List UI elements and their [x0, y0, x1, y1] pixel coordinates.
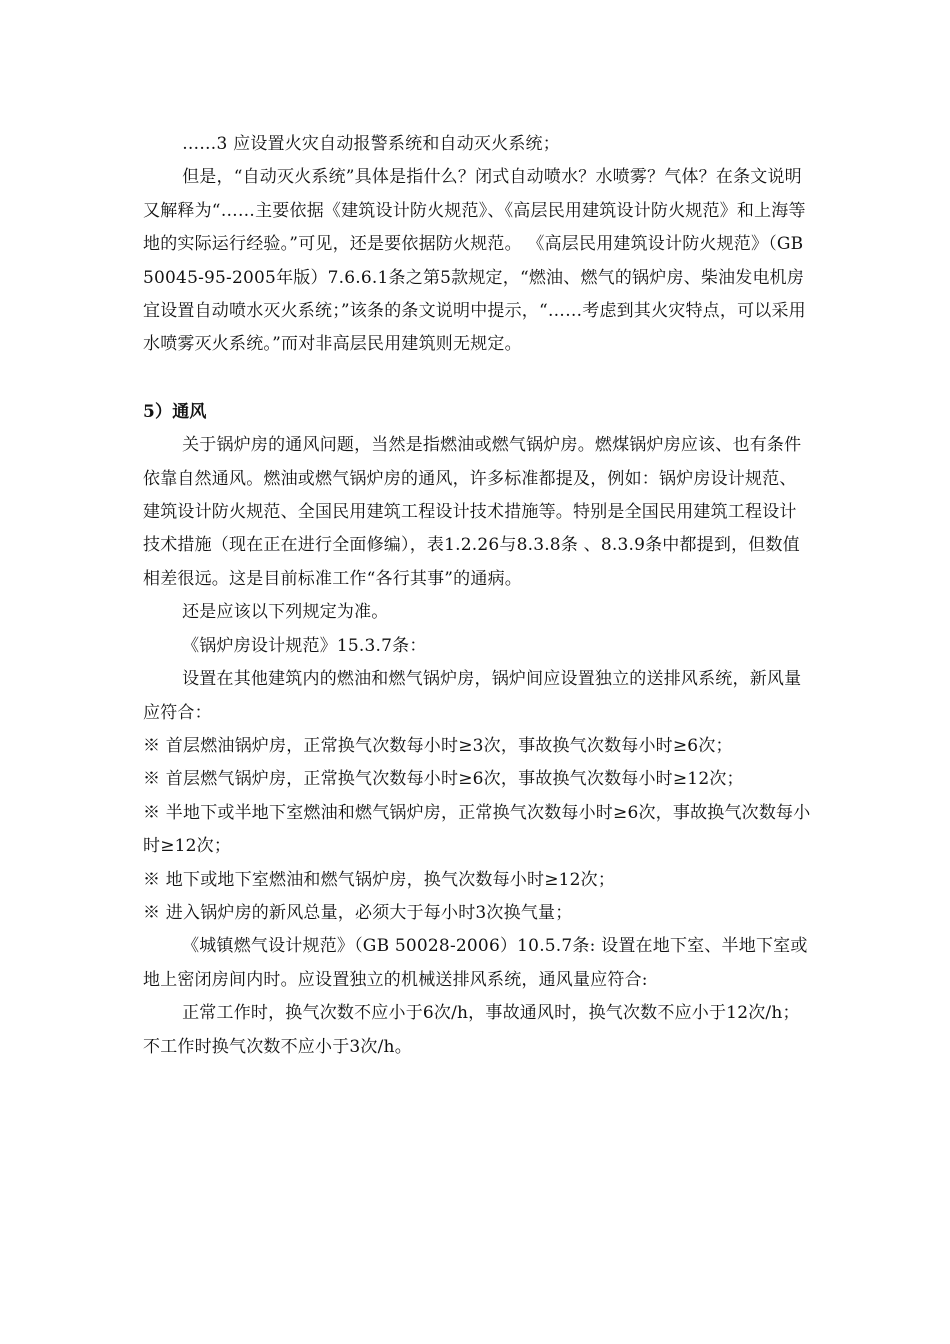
paragraph-gas-code-reference: 《城镇燃气设计规范》（GB 50028-2006）10.5.7条: 设置在地下室、半地下室或地上密闭房间内时。应设置独立的机械送排风系统，通风量应符合:	[143, 936, 808, 990]
document-body	[143, 128, 813, 1064]
paragraph-air-change-values: 正常工作时，换气次数不应小于6次/h，事故通风时，换气次数不应小于12次/h；不工作时换气次数不应小于3次/h。	[143, 1003, 800, 1057]
paragraph-boiler-code-reference: 《锅炉房设计规范》15.3.7条：	[182, 635, 427, 656]
list-item-note: ※ 首层燃气锅炉房，正常换气次数每小时≥6次，事故换气次数每小时≥12次；	[143, 769, 744, 790]
list-item-note: ※ 半地下或半地下室燃油和燃气锅炉房，正常换气次数每小时≥6次，事故换气次数每小时≥12次；	[143, 802, 811, 857]
paragraph-ventilation-overview: 关于锅炉房的通风问题，当然是指燃油或燃气锅炉房。燃煤锅炉房应该、也有条件依靠自然通风。燃油或燃气锅炉房的通风，许多标准都提及，例如：锅炉房设计规范、建筑设计防火规范、全国民用建筑工程设计技术措施等。特别是全国民用建筑工程设计技术措施（现在正在进行全面修编），表1.2.26与8.3.8条 、8.3.9条中都提到，但数值相差很远。这是目前标准工作“各行其事”的通病。	[143, 435, 802, 589]
paragraph-boiler-room-requirement: 设置在其他建筑内的燃油和燃气锅炉房，锅炉间应设置独立的送排风系统，新风量应符合：	[143, 669, 802, 723]
list-item-note: ※ 进入锅炉房的新风总量，必须大于每小时3次换气量；	[143, 902, 573, 923]
paragraph-standard-basis: 还是应该以下列规定为准。	[182, 602, 389, 623]
section-heading-ventilation: 5）通风	[143, 401, 207, 422]
paragraph-fire-extinguishing-explanation: 但是，“自动灭火系统”具体是指什么？闭式自动喷水？水喷雾？气体？在条文说明又解释为“……主要依据《建筑设计防火规范》、《高层民用建筑设计防火规范》和上海等地的实际运行经验。”可见，还是要依据防火规范。 《高层民用建筑设计防火规范》（GB 50045-95-2005年版）7.6.6.1条之第5款规定，“燃油、燃气的锅炉房、柴油发电机房宜设置自动喷水灭火系统；”该条的条文说明中提示，“……考虑到其火灾特点，可以采用水喷雾灭火系统。”而对非高层民用建筑则无规定。	[143, 167, 806, 355]
list-item-note: ※ 地下或地下室燃油和燃气锅炉房，换气次数每小时≥12次；	[143, 869, 616, 890]
paragraph-fire-alarm-clause: ……3 应设置火灾自动报警系统和自动灭火系统；	[182, 134, 560, 154]
list-item-note: ※ 首层燃油锅炉房，正常换气次数每小时≥3次，事故换气次数每小时≥6次；	[143, 735, 733, 756]
